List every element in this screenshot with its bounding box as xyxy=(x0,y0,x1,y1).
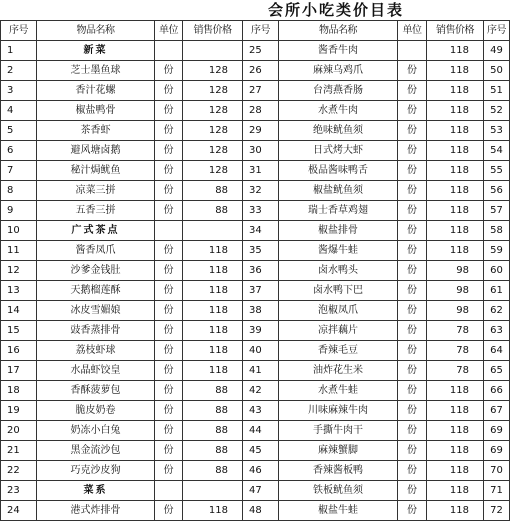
table-cell-name2: 麻辣蟹脚 xyxy=(279,441,398,461)
table-cell-no3: 65 xyxy=(484,361,510,381)
table-cell-unit2: 份 xyxy=(398,101,427,121)
table-row xyxy=(1,481,510,501)
table-cell-name: 巧克沙皮狗 xyxy=(37,461,155,481)
table-cell-unit: 份 xyxy=(155,201,183,221)
table-row xyxy=(1,321,510,341)
table-cell-no3: 62 xyxy=(484,301,510,321)
table-cell-unit: 份 xyxy=(155,161,183,181)
table-cell-unit2: 份 xyxy=(398,361,427,381)
table-cell-name2: 麻辣乌鸡爪 xyxy=(279,61,398,81)
table-cell-price2: 118 xyxy=(427,501,484,521)
table-cell-no2: 27 xyxy=(243,81,279,101)
table-cell-name: 芝士墨鱼球 xyxy=(37,61,155,81)
table-cell-price: 128 xyxy=(183,161,243,181)
table-cell-price: 128 xyxy=(183,61,243,81)
table-cell-price2: 118 xyxy=(427,421,484,441)
table-cell-no2: 32 xyxy=(243,181,279,201)
table-cell-no: 9 xyxy=(1,201,37,221)
table-cell-price2: 118 xyxy=(427,401,484,421)
table-cell-no: 24 xyxy=(1,501,37,521)
table-cell-name2: 铁板鱿鱼须 xyxy=(279,481,398,501)
table-cell-price xyxy=(183,41,243,61)
table-cell-unit2: 份 xyxy=(398,501,427,521)
header-cell: 序号 xyxy=(243,21,279,41)
table-cell-unit2: 份 xyxy=(398,161,427,181)
table-cell-no: 11 xyxy=(1,241,37,261)
table-cell-no: 13 xyxy=(1,281,37,301)
header-cell: 单位 xyxy=(155,21,183,41)
table-row xyxy=(1,381,510,401)
table-cell-name2: 酱爆牛蛙 xyxy=(279,241,398,261)
table-cell-no2: 28 xyxy=(243,101,279,121)
table-cell-no2: 36 xyxy=(243,261,279,281)
table-row xyxy=(1,301,510,321)
table-cell-no: 23 xyxy=(1,481,37,501)
table-cell-name: 广式茶点 xyxy=(37,221,155,241)
table-row xyxy=(1,461,510,481)
table-cell-no2: 41 xyxy=(243,361,279,381)
table-cell-no3: 57 xyxy=(484,201,510,221)
table-row xyxy=(1,501,510,521)
table-cell-name2: 香辣毛豆 xyxy=(279,341,398,361)
table-cell-unit: 份 xyxy=(155,421,183,441)
table-cell-unit: 份 xyxy=(155,301,183,321)
header-cell: 单位 xyxy=(398,21,427,41)
table-cell-no3: 61 xyxy=(484,281,510,301)
table-cell-unit xyxy=(155,41,183,61)
table-cell-name2: 椒盐牛蛙 xyxy=(279,501,398,521)
table-row xyxy=(1,341,510,361)
table-cell-name2: 极品酱味鸭舌 xyxy=(279,161,398,181)
table-cell-no2: 38 xyxy=(243,301,279,321)
table-cell-name: 五香三拼 xyxy=(37,201,155,221)
table-cell-price2: 118 xyxy=(427,481,484,501)
table-cell-name: 冰皮雪媚娘 xyxy=(37,301,155,321)
table-cell-unit: 份 xyxy=(155,381,183,401)
table-cell-unit: 份 xyxy=(155,321,183,341)
table-row xyxy=(1,141,510,161)
table-cell-name2: 瑞士香草鸡翅 xyxy=(279,201,398,221)
table-row xyxy=(1,201,510,221)
table-cell-unit: 份 xyxy=(155,81,183,101)
table-cell-name: 菜系 xyxy=(37,481,155,501)
table-cell-name: 凉菜三拼 xyxy=(37,181,155,201)
table-cell-unit2: 份 xyxy=(398,181,427,201)
table-cell-price: 88 xyxy=(183,461,243,481)
table-cell-unit2: 份 xyxy=(398,281,427,301)
table-row xyxy=(1,441,510,461)
header-row xyxy=(1,21,510,41)
table-cell-name: 水晶虾饺皇 xyxy=(37,361,155,381)
table-cell-no: 8 xyxy=(1,181,37,201)
table-cell-no2: 46 xyxy=(243,461,279,481)
table-row xyxy=(1,121,510,141)
table-cell-unit xyxy=(155,481,183,501)
table-cell-price2: 118 xyxy=(427,221,484,241)
table-cell-price2: 118 xyxy=(427,61,484,81)
table-cell-price xyxy=(183,221,243,241)
table-cell-unit2: 份 xyxy=(398,121,427,141)
table-cell-price: 118 xyxy=(183,321,243,341)
table-cell-name2: 绝味鱿鱼须 xyxy=(279,121,398,141)
table-cell-unit: 份 xyxy=(155,181,183,201)
table-cell-no2: 39 xyxy=(243,321,279,341)
table-cell-price: 88 xyxy=(183,421,243,441)
header-cell: 物品名称 xyxy=(279,21,398,41)
table-cell-no: 15 xyxy=(1,321,37,341)
table-cell-unit2: 份 xyxy=(398,241,427,261)
table-row xyxy=(1,241,510,261)
table-cell-no2: 48 xyxy=(243,501,279,521)
table-row xyxy=(1,181,510,201)
table-cell-no3: 53 xyxy=(484,121,510,141)
table-cell-price2: 118 xyxy=(427,461,484,481)
header-cell: 销售价格 xyxy=(183,21,243,41)
table-cell-name: 酱香凤爪 xyxy=(37,241,155,261)
table-cell-no3: 63 xyxy=(484,321,510,341)
table-cell-name: 新菜 xyxy=(37,41,155,61)
table-row xyxy=(1,261,510,281)
table-cell-name: 秘汁焗鱿鱼 xyxy=(37,161,155,181)
header-cell: 物品名称 xyxy=(37,21,155,41)
table-cell-price: 118 xyxy=(183,281,243,301)
table-cell-price2: 118 xyxy=(427,381,484,401)
table-cell-price: 88 xyxy=(183,201,243,221)
table-cell-name: 豉香蒸排骨 xyxy=(37,321,155,341)
table-cell-price: 88 xyxy=(183,401,243,421)
table-cell-no3: 69 xyxy=(484,441,510,461)
table-cell-name: 港式炸排骨 xyxy=(37,501,155,521)
table-cell-no2: 34 xyxy=(243,221,279,241)
table-cell-no3: 50 xyxy=(484,61,510,81)
table-cell-no2: 26 xyxy=(243,61,279,81)
table-cell-name2: 油炸花生米 xyxy=(279,361,398,381)
table-cell-unit: 份 xyxy=(155,61,183,81)
table-cell-price: 88 xyxy=(183,181,243,201)
table-cell-name: 奶冻小白兔 xyxy=(37,421,155,441)
table-cell-no3: 72 xyxy=(484,501,510,521)
table-cell-unit: 份 xyxy=(155,441,183,461)
table-cell-unit2: 份 xyxy=(398,261,427,281)
table-cell-price: 128 xyxy=(183,141,243,161)
table-cell-unit: 份 xyxy=(155,361,183,381)
table-row xyxy=(1,221,510,241)
table-cell-no3: 70 xyxy=(484,461,510,481)
header-cell: 序号 xyxy=(1,21,37,41)
table-cell-price xyxy=(183,481,243,501)
table-cell-name2: 水煮牛肉 xyxy=(279,101,398,121)
table-cell-price2: 118 xyxy=(427,201,484,221)
table-cell-no2: 44 xyxy=(243,421,279,441)
table-cell-name2: 酱香牛肉 xyxy=(279,41,398,61)
table-cell-name: 脆皮奶卷 xyxy=(37,401,155,421)
table-cell-price: 118 xyxy=(183,241,243,261)
table-cell-unit2: 份 xyxy=(398,401,427,421)
table-cell-no: 21 xyxy=(1,441,37,461)
table-cell-no: 22 xyxy=(1,461,37,481)
table-cell-unit2: 份 xyxy=(398,321,427,341)
table-cell-price: 118 xyxy=(183,341,243,361)
table-cell-unit2: 份 xyxy=(398,381,427,401)
table-cell-price2: 118 xyxy=(427,161,484,181)
table-cell-price: 88 xyxy=(183,381,243,401)
table-cell-price2: 118 xyxy=(427,41,484,61)
table-cell-price2: 98 xyxy=(427,301,484,321)
table-cell-no: 20 xyxy=(1,421,37,441)
table-cell-price: 118 xyxy=(183,301,243,321)
table-cell-name2: 日式烤大虾 xyxy=(279,141,398,161)
table-cell-no2: 25 xyxy=(243,41,279,61)
table-cell-no3: 67 xyxy=(484,401,510,421)
table-cell-no2: 40 xyxy=(243,341,279,361)
table-cell-name: 天鹅榴莲酥 xyxy=(37,281,155,301)
table-cell-name2: 凉拌藕片 xyxy=(279,321,398,341)
table-cell-no2: 37 xyxy=(243,281,279,301)
table-cell-name2: 手撕牛肉干 xyxy=(279,421,398,441)
table-cell-no3: 56 xyxy=(484,181,510,201)
table-cell-no: 4 xyxy=(1,101,37,121)
table-cell-no2: 29 xyxy=(243,121,279,141)
table-cell-name2: 椒盐鱿鱼须 xyxy=(279,181,398,201)
table-cell-no2: 35 xyxy=(243,241,279,261)
table-cell-price2: 98 xyxy=(427,261,484,281)
table-cell-no: 3 xyxy=(1,81,37,101)
table-cell-price: 118 xyxy=(183,261,243,281)
table-cell-no: 2 xyxy=(1,61,37,81)
table-cell-name: 黑金流沙包 xyxy=(37,441,155,461)
table-row xyxy=(1,161,510,181)
table-cell-unit2: 份 xyxy=(398,81,427,101)
table-cell-unit: 份 xyxy=(155,121,183,141)
table-cell-no3: 58 xyxy=(484,221,510,241)
table-cell-unit2: 份 xyxy=(398,61,427,81)
table-cell-price: 118 xyxy=(183,501,243,521)
table-cell-no2: 43 xyxy=(243,401,279,421)
table-cell-name2: 卤水鸭头 xyxy=(279,261,398,281)
table-cell-name: 沙爹金钱肚 xyxy=(37,261,155,281)
table-cell-no2: 30 xyxy=(243,141,279,161)
table-cell-no: 7 xyxy=(1,161,37,181)
table-cell-unit: 份 xyxy=(155,241,183,261)
table-cell-price2: 78 xyxy=(427,361,484,381)
table-cell-name: 椒盐鸭骨 xyxy=(37,101,155,121)
table-row xyxy=(1,401,510,421)
table-cell-unit2 xyxy=(398,41,427,61)
table-cell-price: 118 xyxy=(183,361,243,381)
table-cell-price: 88 xyxy=(183,441,243,461)
table-cell-no3: 54 xyxy=(484,141,510,161)
table-cell-unit2: 份 xyxy=(398,141,427,161)
table-cell-price2: 98 xyxy=(427,281,484,301)
table-cell-no: 14 xyxy=(1,301,37,321)
table-cell-no2: 45 xyxy=(243,441,279,461)
table-cell-no3: 59 xyxy=(484,241,510,261)
table-cell-unit2: 份 xyxy=(398,201,427,221)
table-row xyxy=(1,361,510,381)
table-cell-no3: 51 xyxy=(484,81,510,101)
price-table xyxy=(0,20,510,521)
table-cell-price2: 118 xyxy=(427,81,484,101)
table-cell-unit2: 份 xyxy=(398,221,427,241)
table-cell-unit: 份 xyxy=(155,101,183,121)
table-cell-no2: 42 xyxy=(243,381,279,401)
table-cell-no3: 60 xyxy=(484,261,510,281)
table-cell-no2: 31 xyxy=(243,161,279,181)
table-cell-name: 茶香虾 xyxy=(37,121,155,141)
table-cell-no: 6 xyxy=(1,141,37,161)
table-row xyxy=(1,61,510,81)
table-cell-name2: 卤水鸭下巴 xyxy=(279,281,398,301)
table-cell-no: 12 xyxy=(1,261,37,281)
table-cell-no3: 71 xyxy=(484,481,510,501)
table-cell-price: 128 xyxy=(183,101,243,121)
table-cell-name: 避风塘卤鹅 xyxy=(37,141,155,161)
table-row xyxy=(1,421,510,441)
table-cell-unit2: 份 xyxy=(398,421,427,441)
page-title: 会所小吃类价目表 xyxy=(268,1,405,19)
table-cell-name: 荔枝虾球 xyxy=(37,341,155,361)
table-cell-unit xyxy=(155,221,183,241)
table-cell-name2: 川味麻辣牛肉 xyxy=(279,401,398,421)
table-cell-price2: 78 xyxy=(427,321,484,341)
table-cell-no: 5 xyxy=(1,121,37,141)
table-cell-unit: 份 xyxy=(155,261,183,281)
table-row xyxy=(1,281,510,301)
table-cell-name2: 香辣酱板鸭 xyxy=(279,461,398,481)
table-cell-unit: 份 xyxy=(155,461,183,481)
table-cell-unit: 份 xyxy=(155,281,183,301)
table-cell-unit2: 份 xyxy=(398,441,427,461)
table-cell-no: 10 xyxy=(1,221,37,241)
table-row xyxy=(1,81,510,101)
table-cell-no3: 64 xyxy=(484,341,510,361)
table-cell-price: 128 xyxy=(183,121,243,141)
table-cell-price: 128 xyxy=(183,81,243,101)
table-cell-unit: 份 xyxy=(155,341,183,361)
table-cell-price2: 118 xyxy=(427,101,484,121)
table-row xyxy=(1,41,510,61)
table-cell-name2: 水煮牛蛙 xyxy=(279,381,398,401)
table-cell-name: 香酥菠萝包 xyxy=(37,381,155,401)
table-cell-no2: 33 xyxy=(243,201,279,221)
table-cell-price2: 118 xyxy=(427,441,484,461)
table-cell-price2: 118 xyxy=(427,241,484,261)
table-cell-unit: 份 xyxy=(155,501,183,521)
table-cell-unit2: 份 xyxy=(398,341,427,361)
table-cell-no: 19 xyxy=(1,401,37,421)
table-cell-name2: 台湾燕香肠 xyxy=(279,81,398,101)
header-cell: 销售价格 xyxy=(427,21,484,41)
table-cell-name: 香汁花螺 xyxy=(37,81,155,101)
table-cell-no3: 69 xyxy=(484,421,510,441)
table-cell-price2: 118 xyxy=(427,141,484,161)
table-cell-no2: 47 xyxy=(243,481,279,501)
table-cell-price2: 118 xyxy=(427,181,484,201)
table-cell-no: 1 xyxy=(1,41,37,61)
table-cell-unit2: 份 xyxy=(398,461,427,481)
table-cell-unit: 份 xyxy=(155,401,183,421)
table-cell-name2: 椒盐排骨 xyxy=(279,221,398,241)
header-cell: 序号 xyxy=(484,21,510,41)
table-cell-no3: 52 xyxy=(484,101,510,121)
table-cell-no3: 49 xyxy=(484,41,510,61)
table-cell-unit: 份 xyxy=(155,141,183,161)
table-row xyxy=(1,101,510,121)
table-cell-no3: 66 xyxy=(484,381,510,401)
table-cell-no: 18 xyxy=(1,381,37,401)
table-cell-price2: 118 xyxy=(427,121,484,141)
table-cell-name2: 泡椒凤爪 xyxy=(279,301,398,321)
table-cell-no3: 55 xyxy=(484,161,510,181)
table-cell-price2: 78 xyxy=(427,341,484,361)
table-cell-no: 16 xyxy=(1,341,37,361)
table-cell-unit2: 份 xyxy=(398,301,427,321)
table-cell-unit2: 份 xyxy=(398,481,427,501)
table-cell-no: 17 xyxy=(1,361,37,381)
